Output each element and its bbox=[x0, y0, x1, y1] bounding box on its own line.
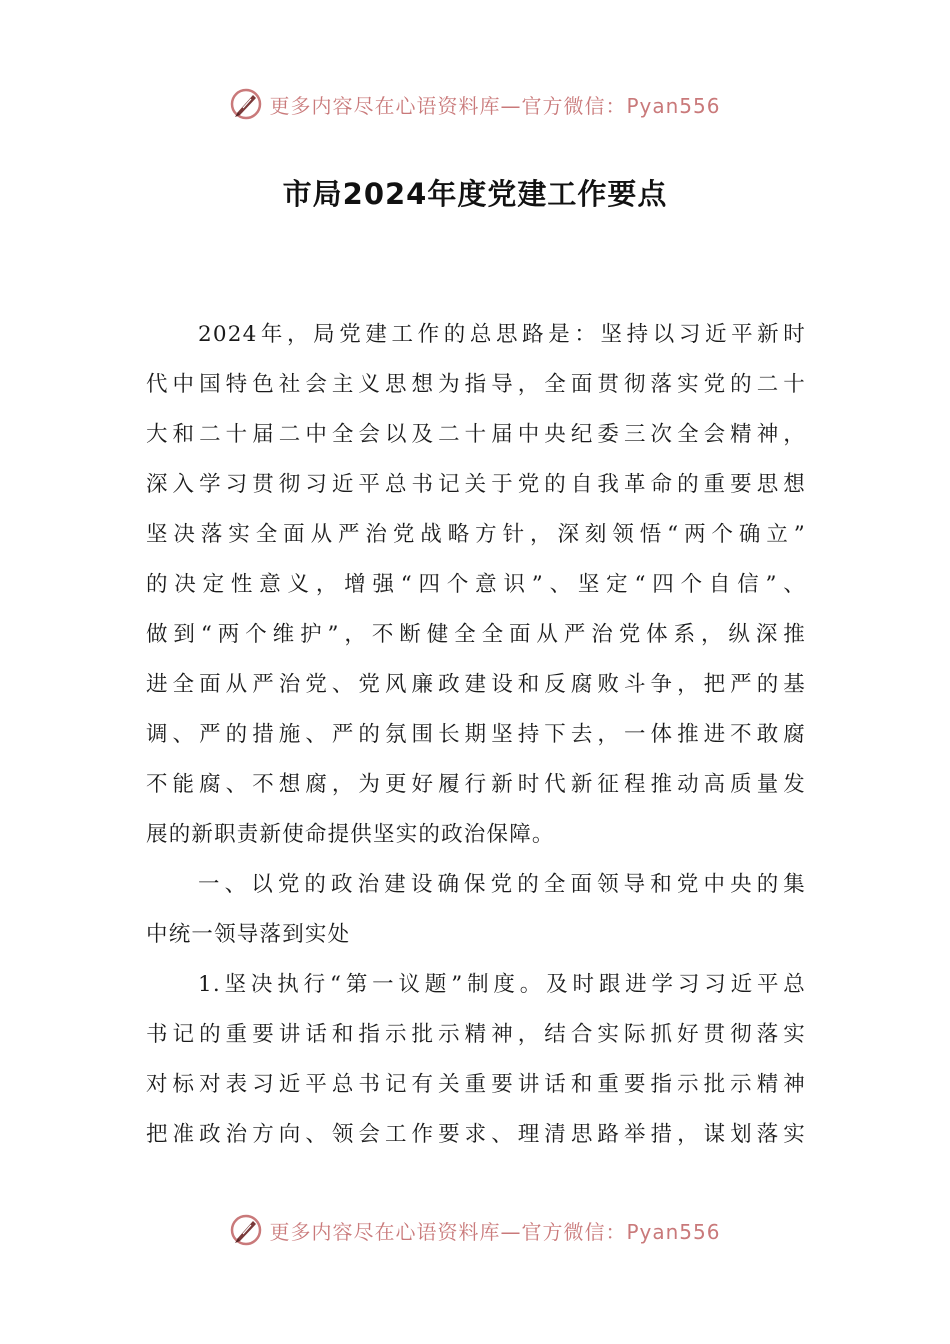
paragraph-intro bbox=[146, 310, 806, 860]
text-line: 大和二十届二中全会以及二十届中央纪委三次全会精神， bbox=[146, 422, 806, 447]
text-line: 调、严的措施、严的氛围长期坚持下去，一体推进不敢腐 bbox=[146, 722, 806, 747]
footer-watermark-banner bbox=[0, 1210, 950, 1250]
text-line: 1.坚决执行“第一议题”制度。及时跟进学习习近平总 bbox=[198, 972, 806, 997]
text-line: 不能腐、不想腐，为更好履行新时代新征程推动高质量发 bbox=[146, 772, 806, 797]
text-line: 2024年，局党建工作的总思路是：坚持以习近平新时 bbox=[198, 322, 806, 347]
text-line: 坚决落实全面从严治党战略方针，深刻领悟“两个确立” bbox=[146, 522, 806, 547]
text-line: 的决定性意义，增强“四个意识”、坚定“四个自信”、 bbox=[146, 572, 806, 597]
text-line: 做到“两个维护”，不断健全全面从严治党体系，纵深推 bbox=[146, 622, 806, 647]
text-line: 代中国特色社会主义思想为指导，全面贯彻落实党的二十 bbox=[146, 372, 806, 397]
paragraph-item-1 bbox=[146, 960, 806, 1160]
text-line: 深入学习贯彻习近平总书记关于党的自我革命的重要思想 bbox=[146, 472, 806, 497]
text-line: 把准政治方向、领会工作要求、理清思路举措，谋划落实 bbox=[146, 1122, 806, 1147]
document-body bbox=[146, 310, 806, 1160]
text-line: 进全面从严治党、党风廉政建设和反腐败斗争，把严的基 bbox=[146, 672, 806, 697]
text-line: 一、以党的政治建设确保党的全面领导和党中央的集 bbox=[198, 872, 806, 897]
document-title: 市局2024年度党建工作要点 bbox=[282, 177, 668, 211]
quill-circle-logo-icon bbox=[229, 87, 263, 121]
header-watermark-banner bbox=[0, 84, 950, 124]
text-line: 对标对表习近平总书记有关重要讲话和重要指示批示精神 bbox=[146, 1072, 806, 1097]
text-line: 书记的重要讲话和指示批示精神，结合实际抓好贯彻落实 bbox=[146, 1022, 806, 1047]
watermark-text: 更多内容尽在心语资料库—官方微信：Pyan556 bbox=[269, 93, 721, 118]
quill-circle-logo-icon bbox=[229, 1213, 263, 1247]
section-heading-one bbox=[146, 860, 806, 960]
watermark-text: 更多内容尽在心语资料库—官方微信：Pyan556 bbox=[269, 1219, 721, 1244]
text-line: 中统一领导落到实处 bbox=[146, 922, 351, 947]
text-line: 展的新职责新使命提供坚实的政治保障。 bbox=[146, 822, 555, 847]
